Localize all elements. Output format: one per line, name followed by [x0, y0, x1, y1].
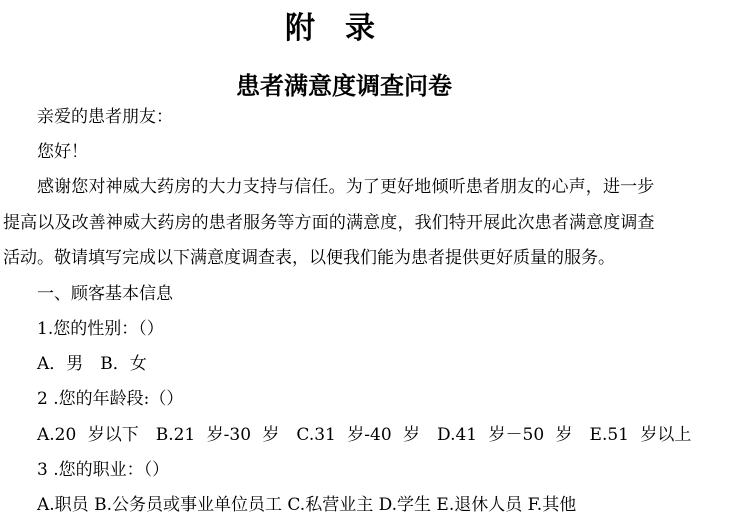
options-gender: A．男 B．女: [37, 354, 147, 374]
intro-paragraph-line-2: 提高以及改善神威大药房的患者服务等方面的满意度，我们特开展此次患者满意度调查: [3, 213, 655, 233]
question-occupation: 3 .您的职业：（）: [37, 460, 170, 480]
options-occupation: A.职员 B.公务员或事业单位员工 C.私营业主 D.学生 E.退休人员 F.其他: [37, 495, 577, 515]
question-gender: 1.您的性别：（）: [37, 319, 164, 339]
question-age-range: 2 .您的年龄段:（）: [37, 389, 184, 409]
hello-line: 您好！: [37, 142, 88, 162]
greeting-line: 亲爱的患者朋友：: [37, 107, 173, 127]
section-heading-basic-info: 一、顾客基本信息: [37, 284, 173, 304]
intro-paragraph-line-3: 活动。敬请填写完成以下满意度调查表，以便我们能为患者提供更好质量的服务。: [3, 248, 615, 268]
questionnaire-title: 患者满意度调查问卷: [236, 72, 452, 100]
intro-paragraph-line-1: 感谢您对神威大药房的大力支持与信任。为了更好地倾听患者朋友的心声，进一步: [37, 177, 655, 197]
appendix-heading: 附录: [285, 11, 405, 46]
options-age-range: A.20 岁以下 B.21 岁-30 岁 C.31 岁-40 岁 D.41 岁－50 岁 E.51 岁以上: [37, 425, 692, 445]
